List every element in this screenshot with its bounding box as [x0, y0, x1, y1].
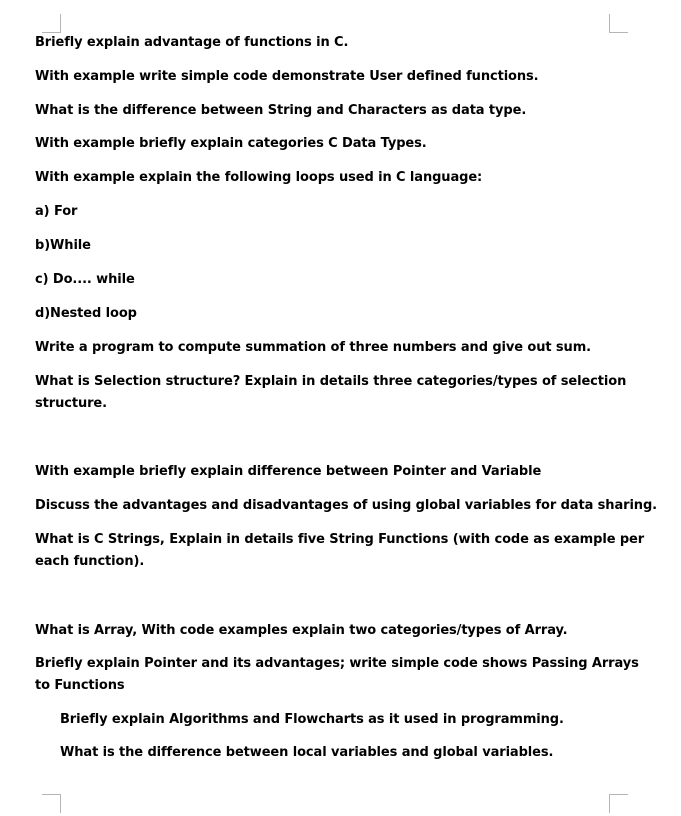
question-11: What is Array, With code examples explain two categories/types of Array. [35, 623, 568, 638]
question-4: With example briefly explain categories C Data Types. [35, 136, 427, 151]
question-3: What is the difference between String and Characters as data type. [35, 103, 527, 118]
question-13: Briefly explain Algorithms and Flowcharts as it used in programming. [60, 712, 564, 727]
question-8: With example briefly explain difference between Pointer and Variable [35, 464, 542, 479]
question-6: Write a program to compute summation of three numbers and give out sum. [35, 340, 592, 355]
question-2: With example write simple code demonstrate User defined functions. [35, 69, 539, 84]
question-5: With example explain the following loops used in C language: [35, 170, 483, 185]
loop-option-b: b)While [35, 238, 91, 253]
loop-option-a: a) For [35, 204, 78, 219]
question-10: What is C Strings, Explain in details five String Functions (with code as example per each function). [35, 532, 645, 569]
question-9: Discuss the advantages and disadvantages of using global variables for data sharing. [35, 498, 657, 513]
loop-option-d: d)Nested loop [35, 306, 137, 321]
page-corner-mark-bottom-right [609, 794, 628, 813]
loop-option-c: c) Do.... while [35, 272, 135, 287]
page-corner-mark-bottom-left [42, 794, 61, 813]
question-7: What is Selection structure? Explain in details three categories/types of selection structure. [35, 374, 627, 411]
question-12: Briefly explain Pointer and its advantages; write simple code shows Passing Arrays to Functions [35, 656, 639, 693]
page-corner-mark-top-left [42, 14, 61, 33]
question-1: Briefly explain advantage of functions in C. [35, 35, 349, 50]
page-corner-mark-top-right [609, 14, 628, 33]
question-14: What is the difference between local variables and global variables. [60, 745, 554, 760]
